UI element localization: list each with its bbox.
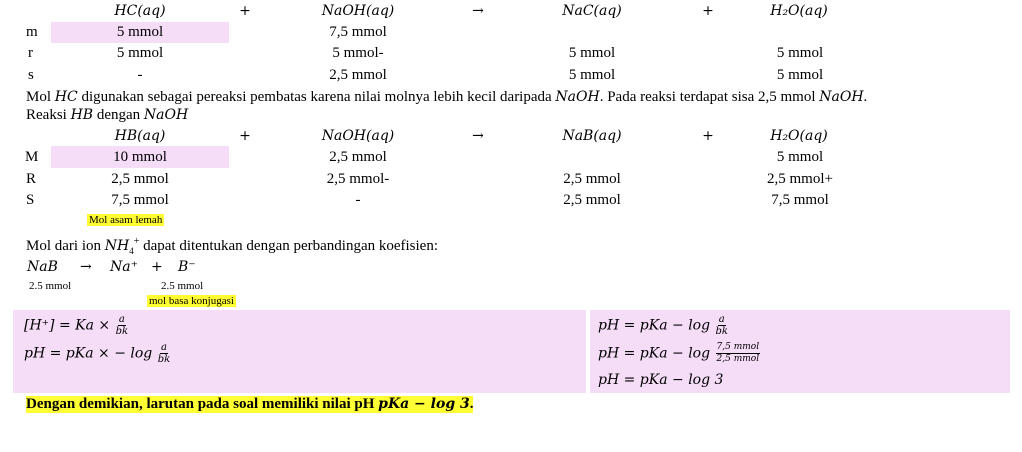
text: Reaksi bbox=[26, 107, 71, 123]
denominator: bk bbox=[115, 326, 129, 337]
table1-cell: - bbox=[137, 67, 143, 83]
table2-cell: 7,5 mmol bbox=[111, 192, 169, 208]
math-naoh: NaOH bbox=[555, 89, 600, 105]
text: . bbox=[469, 396, 474, 412]
superscript: + bbox=[133, 236, 140, 247]
dissoc-na: Na⁺ bbox=[110, 259, 138, 275]
table1-row-label: m bbox=[26, 24, 38, 40]
table1-header-naoh: NaOH(aq) bbox=[321, 3, 395, 19]
table1-cell: 5 mmol bbox=[568, 67, 616, 83]
formula-h-ion bbox=[24, 314, 129, 337]
math-naoh: NaOH bbox=[143, 107, 189, 123]
formula-box-left bbox=[13, 310, 586, 393]
math-nh4: NH bbox=[104, 238, 130, 254]
table1-header-plus-2: + bbox=[702, 3, 714, 19]
text: Mol dari ion bbox=[26, 238, 105, 254]
formula-ph-2 bbox=[598, 314, 729, 337]
table2-cell: 2,5 mmol bbox=[563, 192, 621, 208]
formula-text: pH = pKa × − log bbox=[24, 345, 153, 362]
table2-cell: 2,5 mmol- bbox=[326, 171, 390, 187]
dissoc-arrow: → bbox=[80, 259, 92, 275]
table1-header-plus: + bbox=[239, 3, 251, 19]
table1-cell: 5 mmol bbox=[776, 45, 824, 61]
table1-row-label: r bbox=[28, 45, 33, 61]
dissoc-b: B⁻ bbox=[178, 259, 196, 275]
denominator: bk bbox=[157, 354, 171, 365]
text: dengan bbox=[93, 107, 144, 123]
numerator: a bbox=[718, 314, 725, 325]
text: Mol bbox=[26, 89, 55, 105]
numerator: a bbox=[160, 342, 167, 353]
conclusion-text bbox=[26, 396, 473, 413]
table2-row-label: R bbox=[26, 171, 37, 187]
table1-cell: 5 mmol- bbox=[332, 45, 384, 61]
table1-header-nac: NaC(aq) bbox=[562, 3, 622, 19]
table2-header-hb: HB(aq) bbox=[114, 128, 166, 144]
table1-cell: 5 mmol bbox=[116, 45, 164, 61]
table2-header-plus-2: + bbox=[702, 128, 714, 144]
math-hc: HC bbox=[54, 89, 78, 105]
table2-header-nab: NaB(aq) bbox=[562, 128, 622, 144]
text: . Pada reaksi terdapat sisa 2,5 mmol bbox=[599, 89, 820, 105]
table2-cell: - bbox=[355, 192, 361, 208]
formula-ph-4: pH = pKa − log 3 bbox=[598, 372, 724, 388]
text: dapat ditentukan dengan perbandingan koefisien: bbox=[139, 238, 439, 254]
table2-cell: 10 mmol bbox=[113, 149, 167, 165]
fraction bbox=[716, 342, 761, 365]
table1-header-h2o: H₂O(aq) bbox=[770, 3, 828, 19]
subscript: 4 bbox=[129, 246, 134, 256]
math-result: pKa − log 3 bbox=[378, 396, 470, 412]
table2-cell: 5 mmol bbox=[776, 149, 824, 165]
formula-ph-3 bbox=[598, 342, 761, 365]
table1-cell: 5 mmol bbox=[116, 24, 164, 40]
limiting-reagent-paragraph bbox=[26, 89, 867, 106]
formula-ph-1 bbox=[24, 342, 171, 365]
table2-cell: 2,5 mmol+ bbox=[767, 171, 833, 187]
text: digunakan sebagai pereaksi pembatas karena nilai molnya lebih kecil daripada bbox=[77, 89, 556, 105]
table2-cell: 2,5 mmol bbox=[563, 171, 621, 187]
table2-header-plus: + bbox=[239, 128, 251, 144]
numerator: a bbox=[118, 314, 125, 325]
formula-box-right bbox=[590, 310, 1010, 393]
table2-header-h2o: H₂O(aq) bbox=[770, 128, 828, 144]
table1-header-reactant-hc: HC(aq) bbox=[114, 3, 166, 19]
table2-header-naoh: NaOH(aq) bbox=[321, 128, 395, 144]
table2-cell: 2,5 mmol bbox=[111, 171, 169, 187]
table1-header-arrow: → bbox=[472, 3, 484, 19]
denominator: 2,5 mmol bbox=[716, 354, 760, 364]
table1-cell: 5 mmol bbox=[568, 45, 616, 61]
math-naoh: NaOH bbox=[819, 89, 864, 105]
fraction bbox=[116, 314, 128, 337]
table1-cell: 2,5 mmol bbox=[329, 67, 387, 83]
text: Dengan demikian, larutan pada soal memiliki nilai pH bbox=[26, 396, 379, 412]
table1-cell: 5 mmol bbox=[776, 67, 824, 83]
table2-cell: 7,5 mmol bbox=[771, 192, 829, 208]
nab-amount: 2.5 mmol bbox=[29, 280, 72, 292]
fraction bbox=[158, 342, 170, 365]
table1-cell: 7,5 mmol bbox=[329, 24, 387, 40]
reaction-hb-heading bbox=[26, 107, 188, 124]
ion-ratio-text bbox=[26, 236, 438, 256]
formula-text: pH = pKa − log bbox=[598, 317, 711, 334]
denominator: bk bbox=[715, 326, 728, 337]
weak-acid-note: Mol asam lemah bbox=[89, 214, 163, 226]
table2-row-label: S bbox=[26, 192, 35, 208]
dissoc-plus: + bbox=[151, 259, 163, 275]
table2-cell: 2,5 mmol bbox=[329, 149, 387, 165]
dissoc-nab: NaB bbox=[27, 259, 58, 275]
formula-text: pH = pKa − log bbox=[598, 345, 711, 362]
b-amount: 2.5 mmol bbox=[161, 280, 204, 292]
table2-row-label: M bbox=[25, 149, 39, 165]
math-hb: HB bbox=[70, 107, 94, 123]
table1-row-label: s bbox=[28, 67, 34, 83]
table2-header-arrow: → bbox=[472, 128, 484, 144]
fraction bbox=[716, 314, 728, 337]
conjugate-base-note: mol basa konjugasi bbox=[149, 295, 234, 307]
numerator: 7,5 mmol bbox=[716, 342, 760, 352]
formula-text: [H⁺] = Ka × bbox=[24, 317, 111, 334]
text: . bbox=[863, 89, 868, 105]
